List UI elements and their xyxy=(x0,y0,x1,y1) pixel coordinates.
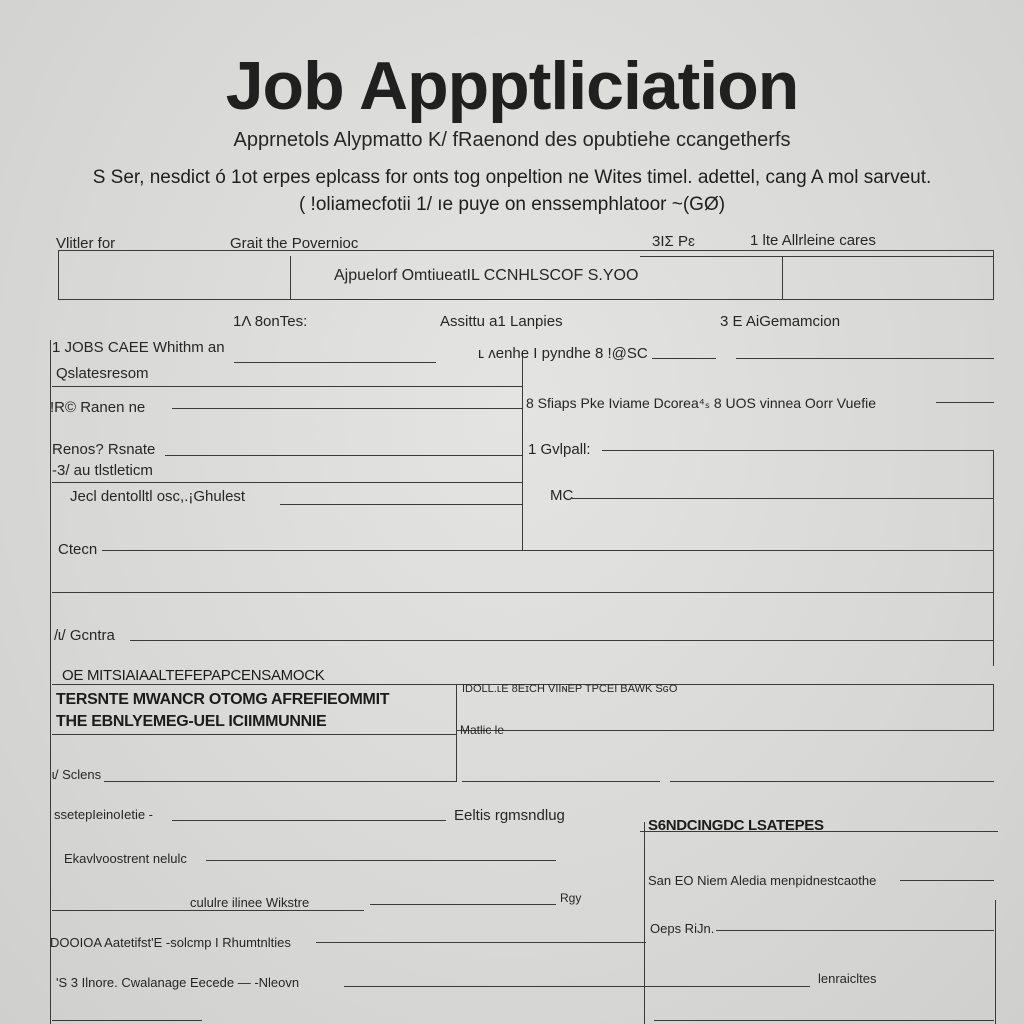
right-border xyxy=(993,550,994,666)
reason-label: !R© Ranen ne xyxy=(50,399,146,416)
edits-label: Eeltis rgmsndlug xyxy=(454,807,565,824)
phone-extra-field[interactable] xyxy=(736,358,994,359)
position-sought-label: Qslatesresom xyxy=(56,365,149,382)
section-label-languages: Assittu a1 Lanpies xyxy=(440,313,563,330)
culture-field[interactable] xyxy=(52,910,364,911)
divider xyxy=(640,256,994,257)
relation-label: Renos? Rsnate xyxy=(52,441,156,458)
jobs-care-field[interactable] xyxy=(234,362,436,363)
form-title: Job Appptliciation xyxy=(225,48,799,124)
divider xyxy=(456,730,994,731)
left-border xyxy=(50,340,51,1024)
employment-bold-line-2: THE EBNLYEMEG-UEL ICIIMMUNNIE xyxy=(56,713,327,730)
divider xyxy=(782,256,783,300)
ms-field[interactable] xyxy=(572,498,994,499)
column-divider xyxy=(522,352,523,550)
city-label: Ctecn xyxy=(58,541,98,558)
right-border xyxy=(995,900,996,1024)
divider xyxy=(52,482,522,483)
sales-field[interactable] xyxy=(104,781,456,782)
address-field[interactable] xyxy=(280,504,522,505)
other-field[interactable] xyxy=(130,640,994,641)
employment-right-sub: Matlic le xyxy=(460,723,505,737)
right-panel-field-2[interactable] xyxy=(716,930,994,931)
column-divider xyxy=(456,684,457,782)
intro-line-2: ( !oliamecfotii 1/ ıe puye on enssemphlatoor ~(GØ) xyxy=(298,194,726,215)
key-label: Rgy xyxy=(560,891,582,905)
tel-label: 1 Gvlpall: xyxy=(528,441,591,458)
ms-label: MC xyxy=(550,487,574,504)
address-label: Jecl dentolltl osc,.¡Ghulest xyxy=(70,488,246,505)
sales-label: ɩ/ Sclens xyxy=(52,767,102,782)
section-label-agreement: 3 E AiGemamcion xyxy=(720,313,841,330)
right-border xyxy=(993,684,994,730)
position-field-value[interactable]: Ajpuelorf OmtiueatIL CCNHLSCOF S.YOO xyxy=(334,267,639,284)
intro-line-1: S Ser, nesdict ó 1ot erpes eplcass for onts tog onpeltion ne Wites timel. adettel, cang A mol sarveut. xyxy=(92,167,932,188)
right-panel-heading: S6NDCINGDC LSATEPES xyxy=(648,817,824,834)
divider xyxy=(290,256,291,300)
culture-label: cululre ilinee Wikstre xyxy=(190,895,310,910)
applying-for-label: Vlitler for xyxy=(56,235,116,252)
education-field[interactable] xyxy=(206,860,556,861)
divider xyxy=(52,734,456,735)
right-panel-line-1: San EO Niem Aledia menpidnestcaothe xyxy=(648,873,877,888)
separate-field[interactable] xyxy=(172,820,446,821)
imperial-label: lenraicltes xyxy=(818,971,877,986)
documents-field[interactable] xyxy=(316,942,646,943)
reason-field[interactable] xyxy=(172,408,522,409)
culture-field-2[interactable] xyxy=(370,904,556,905)
code-label: 3ΙΣ Pɛ xyxy=(652,233,695,250)
jobs-care-label: 1 JOBS CAEE Whithm an xyxy=(52,339,225,356)
phone-field[interactable] xyxy=(652,358,716,359)
sales-field-2[interactable] xyxy=(462,781,660,782)
panel-divider xyxy=(644,822,645,1024)
relation-field[interactable] xyxy=(165,455,522,456)
divider xyxy=(640,831,998,832)
name-phone-label: ʟ ʌenhe I pyndhe 8 !@SC xyxy=(478,345,648,362)
blank-line[interactable] xyxy=(52,592,994,593)
employment-right-note: IDOLL.ʟE 8EɪCH VIIɴEP TPCEI BAWK SɢO xyxy=(462,683,678,695)
more-label: 'S 3 Ilnore. Cwalanage Eecede — -Nleovn xyxy=(56,975,300,990)
bottom-line-right[interactable] xyxy=(654,1020,994,1021)
separate-label: ssetepIeinoIetie - xyxy=(54,807,154,822)
documents-label: DOOIOA Aatetifst'E -solcmp I Rhumtnlties xyxy=(50,935,291,950)
right-panel-field-1[interactable] xyxy=(900,880,994,881)
more-field[interactable] xyxy=(344,986,810,987)
city-field[interactable] xyxy=(102,550,994,551)
share-field[interactable] xyxy=(936,402,994,403)
employment-bold-line-1: TERSNTE MWANCR OTOMG AFREFIEOMMIT xyxy=(56,691,390,708)
other-label: /ɩ/ Gcntra xyxy=(54,627,115,644)
education-label: Ekavlvoostrent nelulc xyxy=(64,851,187,866)
share-label: 8 Sfiaps Pke Iviame Dcorea⁴ₛ 8 UOS vinnea Oorr Vuefie xyxy=(526,395,876,411)
right-panel-line-2: Oeps RiJn. xyxy=(650,921,715,936)
tel-field[interactable] xyxy=(602,450,994,451)
divider xyxy=(52,386,522,387)
position-label: Grait the Povernioc xyxy=(230,235,359,252)
date-available-label: 1 lte Allrleine cares xyxy=(750,232,876,249)
employment-heading: OE MITSIAIAALTEFEPAPCENSAMOCK xyxy=(62,667,325,684)
station-label: -3/ au tlstleticm xyxy=(52,462,153,479)
right-border xyxy=(993,450,994,550)
form-subtitle: Apprnetols Alypmatto K/ fRaenond des opubtiehe ccangetherfs xyxy=(233,129,791,151)
section-label-notes: 1Λ 8onTes: xyxy=(233,313,308,330)
sales-field-3[interactable] xyxy=(670,781,994,782)
bottom-line[interactable] xyxy=(52,1020,202,1021)
